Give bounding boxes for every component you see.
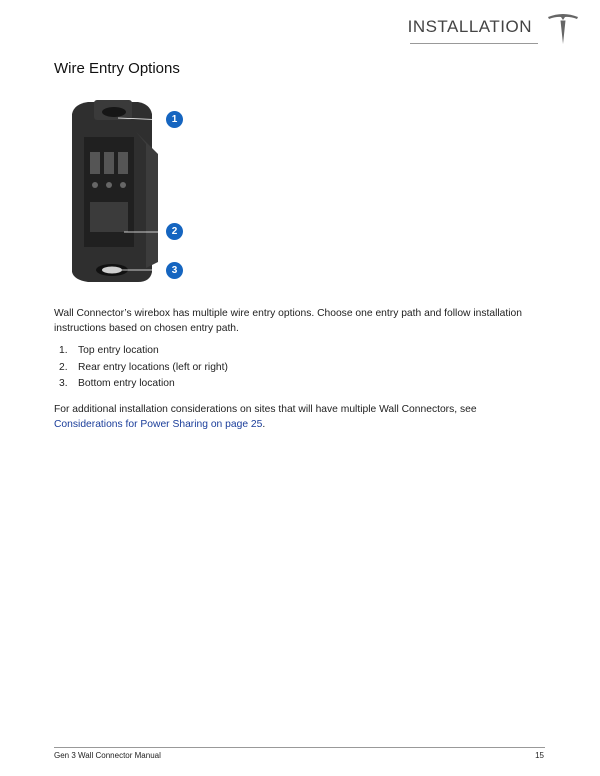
page-number: 15	[535, 751, 544, 760]
callout-2: 2	[166, 223, 183, 240]
note-text: For additional installation considerations on sites that will have multiple Wall Connectors, see	[54, 404, 477, 415]
entry-options-list	[54, 343, 228, 393]
list-item: 2. Rear entry locations (left or right)	[59, 361, 228, 373]
list-item: 3. Bottom entry location	[59, 378, 175, 389]
section-header: INSTALLATION	[407, 17, 532, 36]
wirebox-figure	[60, 92, 190, 292]
footer-manual-title: Gen 3 Wall Connector Manual	[54, 751, 161, 760]
callout-3: 3	[166, 262, 183, 279]
footer-rule	[54, 747, 545, 748]
tesla-logo-icon	[546, 12, 580, 46]
intro-paragraph: Wall Connector’s wirebox has multiple wire entry options. Choose one entry path and follow installation instructions based on chosen entry path.	[54, 308, 522, 334]
note-paragraph	[54, 403, 559, 432]
page-title: Wire Entry Options	[54, 60, 180, 77]
list-item: 1. Top entry location	[59, 345, 159, 356]
power-sharing-link[interactable]: Considerations for Power Sharing on page 25	[54, 418, 263, 430]
note-end: .	[262, 418, 266, 430]
callout-1: 1	[166, 111, 183, 128]
header-rule	[410, 43, 538, 44]
